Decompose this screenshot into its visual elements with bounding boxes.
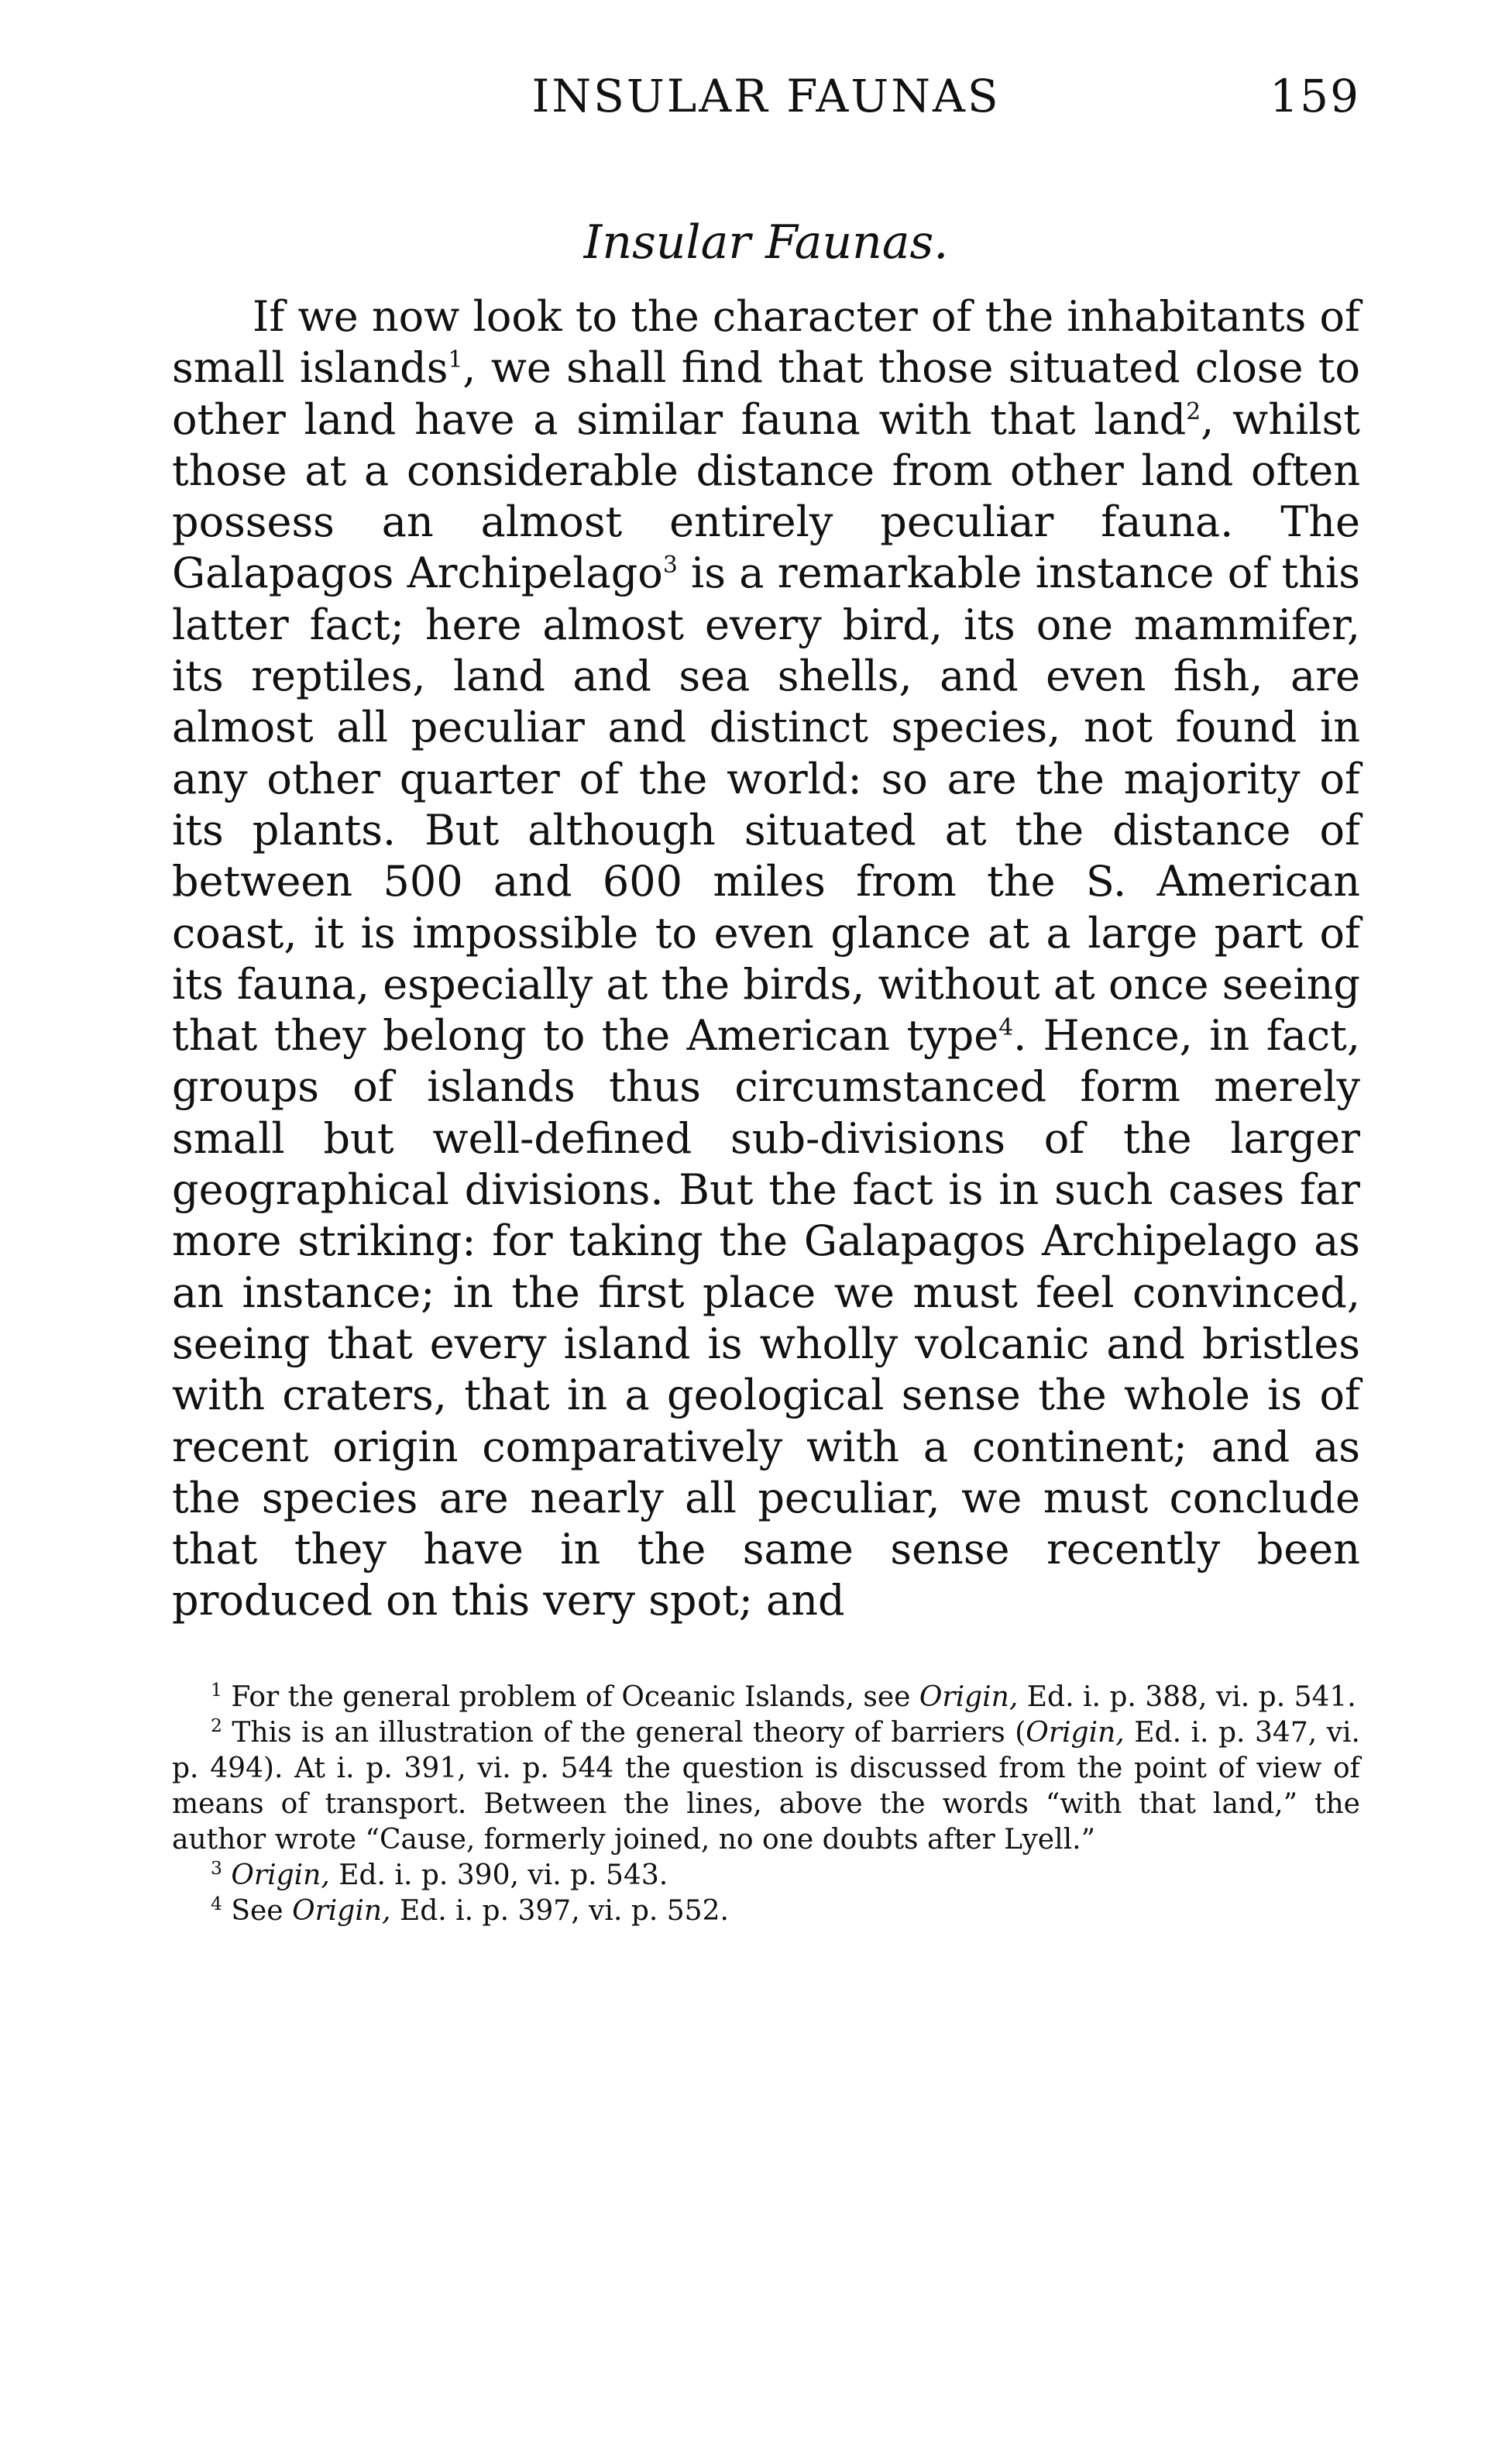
footnote-ref-2: 2 [1186,397,1201,425]
footnote-3 [172,1858,1360,1894]
footnote-4-italic: Origin, [292,1894,391,1927]
footnote-4-text-b: Ed. i. p. 397, vi. p. 552. [390,1894,729,1927]
footnote-2-text-b: Ed. i. p. 347, vi. p. 494). At i. p. 391, vi. p. 544 the question is discussed from the point of view of means of transport. Between the lines, above the words “with that land,” the author wrote “Cause, formerly joined, no one doubts after Lyell.” [172,1716,1360,1856]
footnote-2-italic: Origin, [1026,1716,1125,1749]
footnote-mark-3: 3 [211,1856,222,1879]
footnotes [172,1680,1360,1929]
footnote-1-text-a: For the general problem of Oceanic Islands, see [222,1680,919,1713]
footnote-ref-3: 3 [662,552,678,580]
page [172,70,1360,1929]
page-number: 159 [1270,70,1360,122]
footnote-ref-4: 4 [998,1014,1014,1042]
footnote-2-text-a: This is an illustration of the general theory of barriers ( [222,1716,1026,1749]
footnote-3-text-b: Ed. i. p. 390, vi. p. 543. [329,1859,668,1891]
footnote-ref-1: 1 [448,346,463,374]
body-text-2: , we shall find that those situated close to other land have a similar fauna with that land [172,343,1360,444]
body-text-1: If we now look to the character of the inhabitants of small islands [172,292,1360,393]
footnote-mark-4: 4 [211,1892,222,1914]
footnote-4 [172,1894,1360,1929]
running-head [172,70,1360,132]
footnote-1-italic: Origin, [919,1680,1019,1713]
body-text-3: , whilst those at a considerable distance from other land often possess an almost entirely peculiar fauna. The Galapagos Archipelago [172,394,1361,598]
footnote-4-text-a: See [222,1894,293,1927]
body-text-4: is a remarkable instance of this latter fact; here almost every bird, its one mammifer, its reptiles, land and sea shells, and even fish, are almost all peculiar and distinct species, not found in any other quarter of the world: so are the majority of its plants. But although situated at the distance of between 500 and 600 miles from the S. American coast, it is impossible to even glance at a large part of its fauna, especially at the birds, without at once seeing that they belong to the American type [172,549,1361,1061]
footnote-mark-1: 1 [211,1678,222,1701]
footnote-1 [172,1680,1360,1715]
body-text-5: . Hence, in fact, groups of islands thus circumstanced form merely small but well-defined sub-divisions of the larger geographical divisions. But the fact is in such cases far more striking: for taking the Galapagos Archipelago as an instance; in the first place we must feel convinced, seeing that every island is wholly volcanic and bristles with craters, that in a geological sense the whole is of recent origin comparatively with a continent; and as the species are nearly all peculiar, we must conclude that they have in the same sense recently been produced on this very spot; and [172,1011,1360,1625]
section-title: Insular Faunas. [583,215,949,270]
footnote-3-italic: Origin, [231,1859,330,1891]
footnote-1-text-b: Ed. i. p. 388, vi. p. 541. [1018,1680,1356,1713]
running-title: INSULAR FAUNAS [531,70,1001,122]
body-paragraph [172,291,1360,1627]
footnote-mark-2: 2 [211,1714,222,1736]
footnote-2 [172,1715,1360,1858]
